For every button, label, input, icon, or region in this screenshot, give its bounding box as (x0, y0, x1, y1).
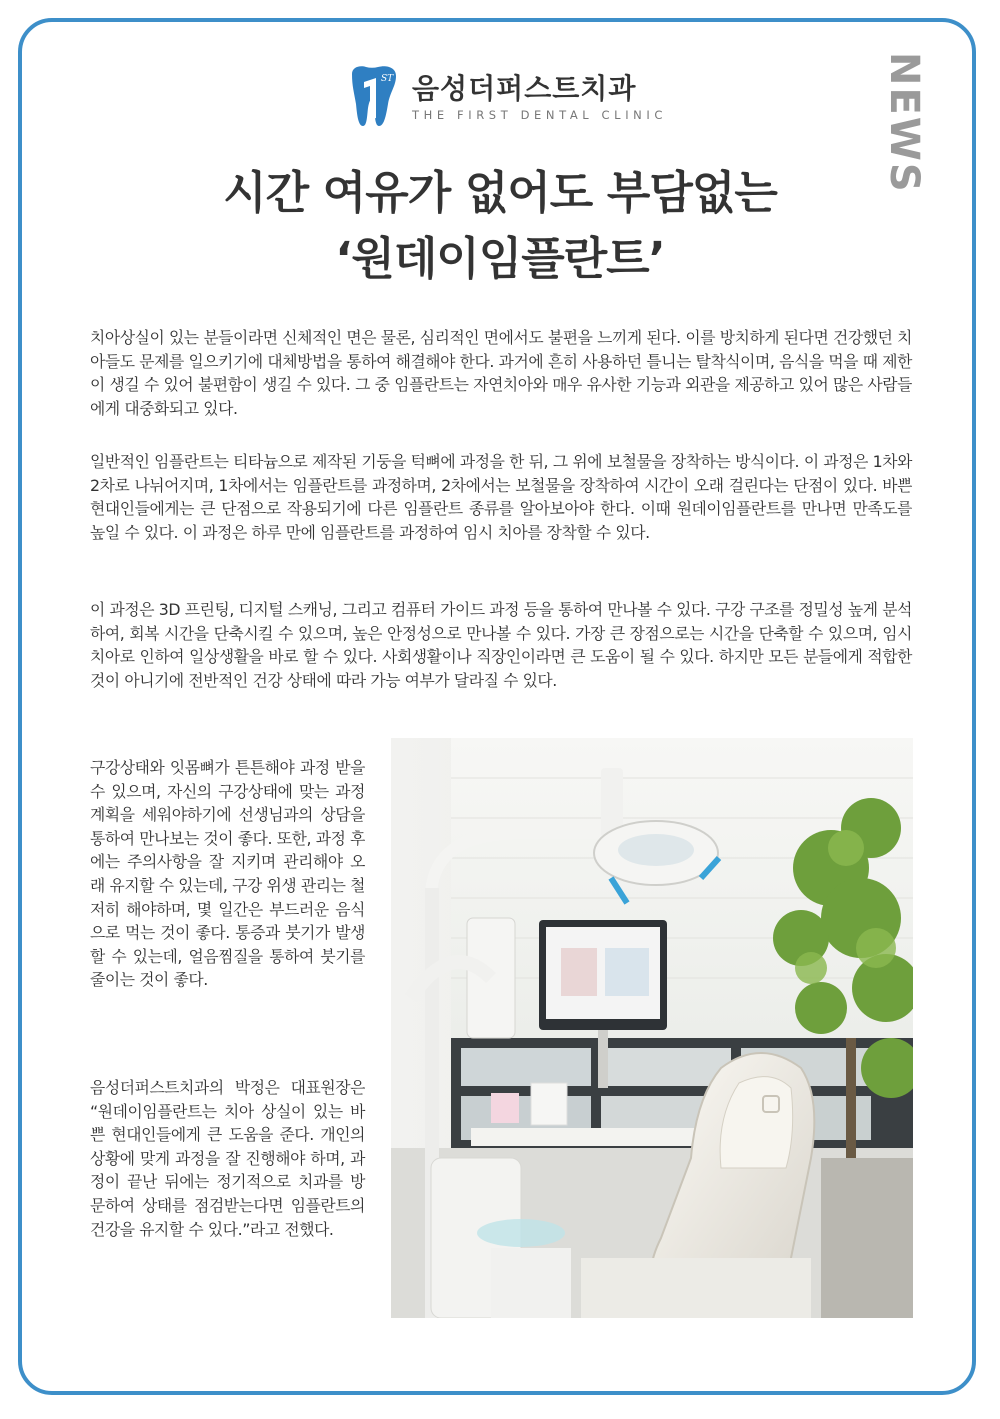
body-paragraph-1: 치아상실이 있는 분들이라면 신체적인 면은 물론, 심리적인 면에서도 불편을 느끼게 된다. 이를 방치하게 된다면 건강했던 치아들도 문제를 일으키기에 대체방법을 통하여 해결해야 한다. 과거에 흔히 사용하던 틀니는 탈착식이며, 음식을 먹을 때 제한이 생길 수 있어 불편함이 생길 수 있다. 그 중 임플란트는 자연치아와 매우 유사한 기능과 외관을 제공하고 있어 많은 사람들에게 대중화되고 있다. (90, 328, 912, 418)
clinic-subtitle: THE FIRST DENTAL CLINIC (412, 107, 668, 122)
side-paragraph-2: 음성더퍼스트치과의 박정은 대표원장은 “원데이임플란트는 치아 상실이 있는 바쁜 현대인들에게 큰 도움을 준다. 개인의 상황에 맞게 과정을 잘 진행해야 하며, 과정이 끝난 뒤에는 정기적으로 치과를 방문하여 상태를 점검받는다면 임플란트의 건강을 유지할 수 있다.”라고 전했다. (90, 1078, 365, 1239)
title-line-1: 시간 여유가 없어도 부담없는 (223, 166, 777, 219)
clinic-logo (344, 64, 667, 130)
body-paragraph-3: 이 과정은 3D 프린팅, 디지털 스캐닝, 그리고 컴퓨터 가이드 과정 등을 통하여 만나볼 수 있다. 구강 구조를 정밀성 높게 분석하여, 회복 시간을 단축시킬 수 있으며, 높은 안정성으로 만나볼 수 있다. 가장 큰 장점으로는 시간을 단축할 수 있으며, 임시 치아로 인하여 일상생활을 바로 할 수 있다. 사회생활이나 직장인이라면 큰 도움이 될 수 있다. 하지만 모든 분들에게 적합한 것이 아니기에 전반적인 건강 상태에 따라 가능 여부가 달라질 수 있다. (90, 600, 912, 690)
body-paragraph-2: 일반적인 임플란트는 티타늄으로 제작된 기둥을 턱뼈에 과정을 한 뒤, 그 위에 보철물을 장착하는 방식이다. 이 과정은 1차와 2차로 나뉘어지며, 1차에서는 임플란트를 과정하며, 2차에서는 보철물을 장착하여 시간이 오래 걸린다는 단점이 있다. 바쁜 현대인들에게는 큰 단점으로 작용되기에 다른 임플란트 종류를 알아보아야 한다. 이때 원데이임플란트를 만나면 만족도를 높일 수 있다. 이 과정은 하루 만에 임플란트를 과정하여 임시 치아를 장착할 수 있다. (90, 452, 912, 542)
logo-mark-text: ST (381, 74, 394, 84)
news-label-text: NEWS (881, 52, 927, 194)
tooth-logo-icon (344, 64, 402, 130)
side-paragraph-1: 구강상태와 잇몸뼈가 튼튼해야 과정 받을 수 있으며, 자신의 구강상태에 맞는 과정 계획을 세워야하기에 선생님과의 상담을 통하여 만나보는 것이 좋다. 또한, 과정 후에는 주의사항을 잘 지키며 관리해야 오래 유지할 수 있는데, 구강 위생 관리는 철저히 해야하며, 몇 일간은 부드러운 음식으로 먹는 것이 좋다. 통증과 붓기가 발생할 수 있는데, 얼음찜질을 통하여 붓기를 줄이는 것이 좋다. (90, 758, 365, 990)
title-line-2: ‘원데이임플란트’ (335, 232, 665, 285)
logo-text (412, 73, 667, 122)
dental-chair-illustration (391, 738, 913, 1318)
clinic-name: 음성더퍼스트치과 (412, 71, 637, 105)
article-title (80, 160, 920, 292)
dental-room-photo (391, 738, 913, 1318)
